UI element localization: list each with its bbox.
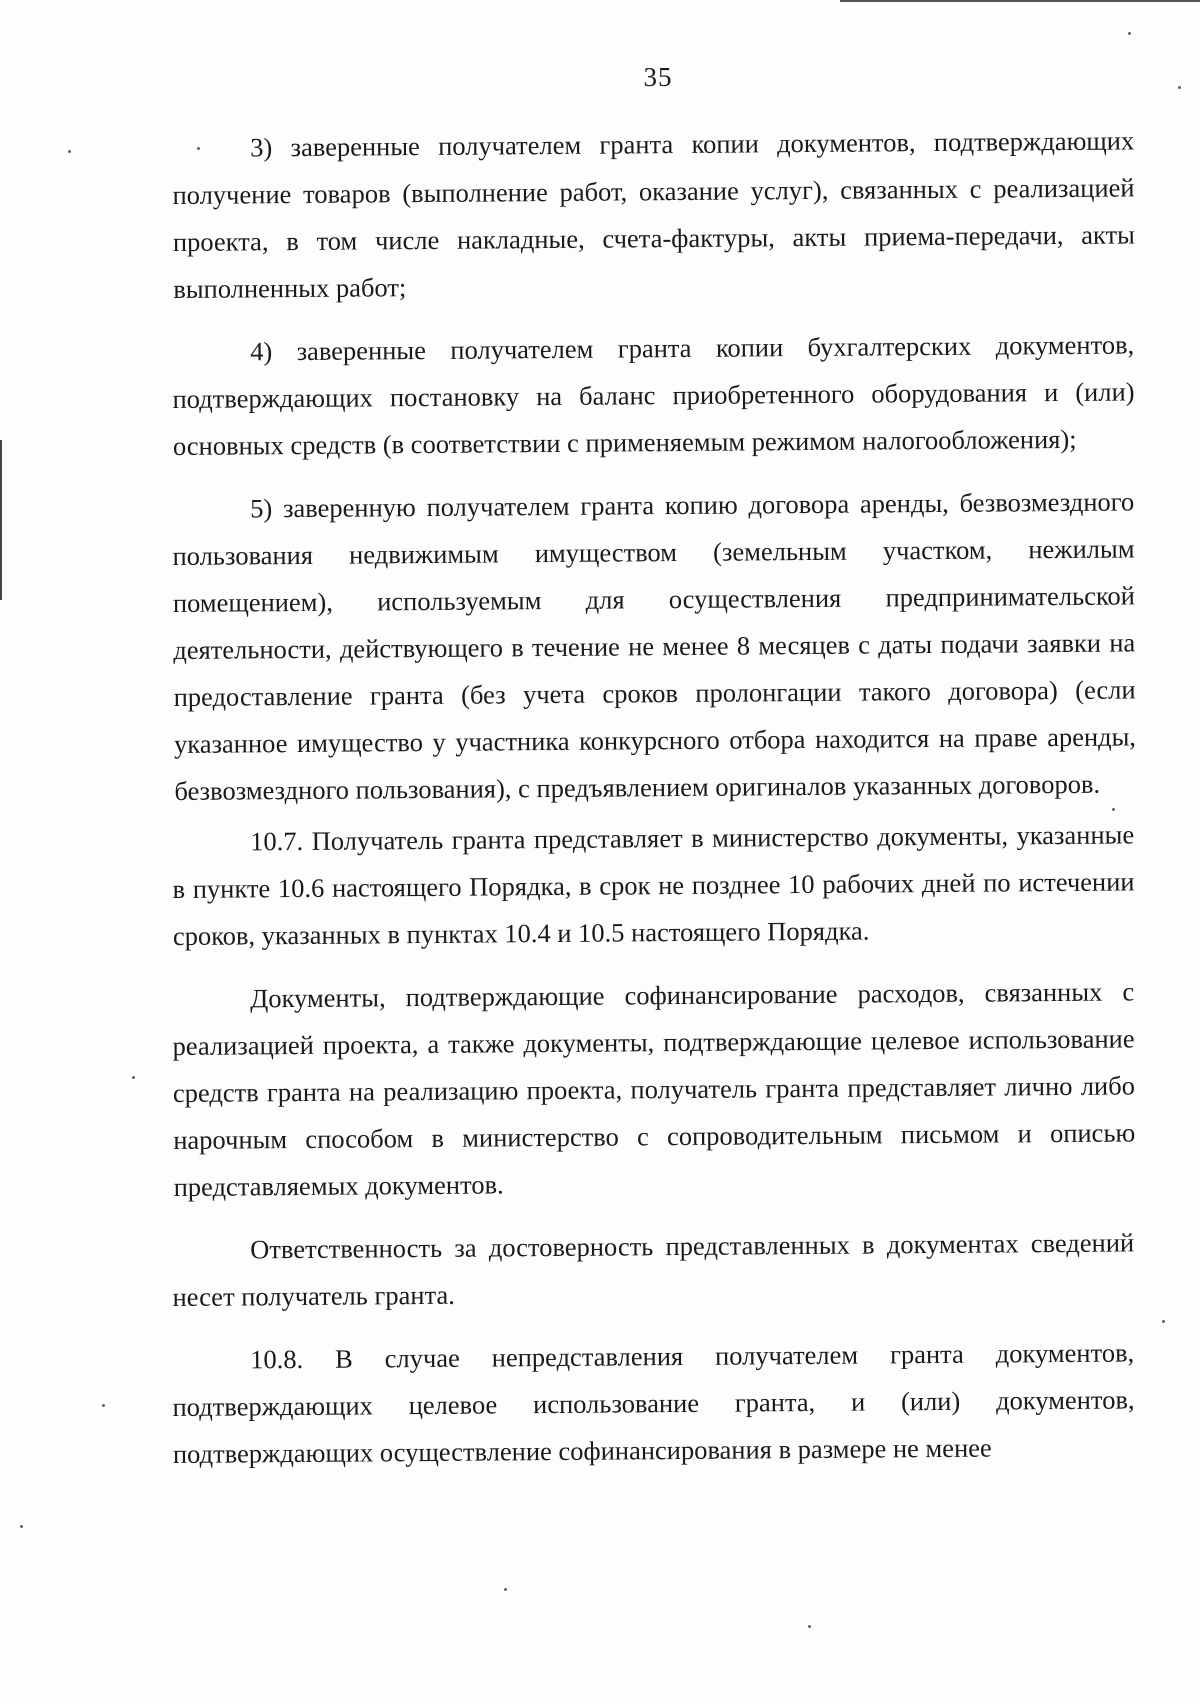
paragraph-10-7: 10.7. Получатель гранта представляет в министерство документы, указанные в пункте 10.6 настоящего Порядка, в срок не позднее 10 рабочих дней по истечении сроков, указанных в пунктах 10.4 и 10.5 настоящего Порядка. bbox=[172, 819, 1135, 951]
scan-speck bbox=[197, 147, 200, 150]
scan-speck bbox=[20, 1525, 23, 1528]
scan-speck bbox=[1178, 86, 1181, 89]
scan-top-rule bbox=[840, 0, 1200, 2]
paragraph-item-4: 4) заверенные получателем гранта копии бухгалтерских документов, подтверждающих постановку на баланс приобретенного оборудования и (или) основных средств (в соответствии с применяемым режимом налогообложения); bbox=[172, 329, 1135, 461]
scan-speck bbox=[1112, 808, 1115, 811]
document-body bbox=[172, 125, 1137, 1482]
paragraph-item-3: 3) заверенные получателем гранта копии документов, подтверждающих получение товаров (выполнение работ, оказание услуг), связанных с реализацией проекта, в том числе накладные, счета-фактуры, акты приема-передачи, акты выполненных работ; bbox=[172, 125, 1136, 304]
page-number: 35 bbox=[643, 62, 673, 92]
paragraph-10-8: 10.8. В случае непредставления получателем гранта документов, подтверждающих целевое использование гранта, и (или) документов, подтверждающих осуществление софинансирования в размере не менее bbox=[172, 1337, 1135, 1469]
scan-speck bbox=[504, 1588, 507, 1591]
scan-speck bbox=[1128, 32, 1131, 35]
paragraph-responsibility: Ответственность за достоверность представленных в документах сведений несет получатель гранта. bbox=[172, 1227, 1135, 1312]
paragraph-documents-cofinancing: Документы, подтверждающие софинансирование расходов, связанных с реализацией проекта, а также документы, подтверждающие целевое использование средств гранта на реализацию проекта, получатель гранта представляет лично либо нарочным способом в министерство с сопроводительным письмом и описью представляемых документов. bbox=[172, 976, 1136, 1202]
scan-speck bbox=[808, 1625, 811, 1628]
scan-speck bbox=[68, 150, 71, 153]
scan-speck bbox=[132, 1076, 135, 1079]
scan-speck bbox=[102, 1404, 105, 1407]
paragraph-item-5: 5) заверенную получателем гранта копию договора аренды, безвозмездного пользования недвижимым имуществом (земельным участком, нежилым помещением), используемым для осуществления предпринимательской деятельности, действующего в течение не менее 8 месяцев с даты подачи заявки на предоставление гранта (без учета сроков пролонгации такого договора) (если указанное имущество у участника конкурсного отбора находится на праве аренды, безвозмездного пользования), с предъявлением оригиналов указанных договоров. bbox=[172, 486, 1137, 806]
scan-speck bbox=[1162, 1320, 1165, 1323]
scan-left-edge bbox=[0, 440, 2, 600]
